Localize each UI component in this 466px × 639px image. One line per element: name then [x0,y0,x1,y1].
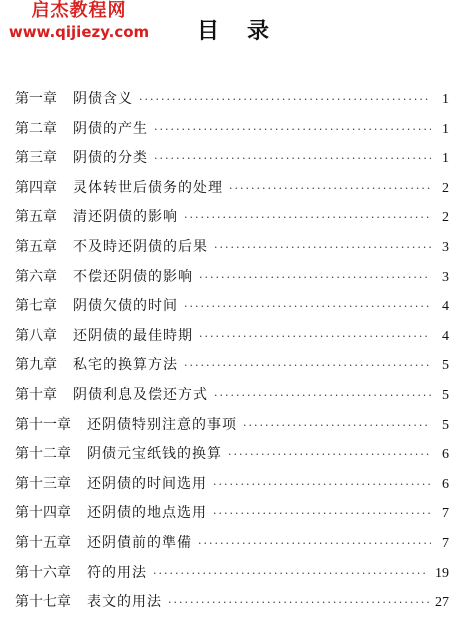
chapter-title: 还阴债的时间选用 [87,475,207,492]
chapter-number: 第十一章 [15,416,71,433]
chapter-title: 阴债元宝纸钱的换算 [87,446,222,463]
chapter-number: 第十二章 [15,446,71,463]
page-number: 19 [435,565,449,581]
dot-leader [228,448,431,461]
page-number: 3 [442,239,449,255]
chapter-number: 第一章 [15,91,57,107]
toc-entry [15,177,449,207]
chapter-title: 清还阴债的影响 [73,209,178,226]
toc-entry [15,473,449,503]
toc-entry [15,354,449,384]
chapter-number: 第二章 [15,120,57,137]
chapter-number: 第十五章 [15,534,71,551]
dot-leader [184,359,431,372]
page-number: 1 [442,121,449,137]
page-number: 7 [442,506,449,522]
dot-leader [199,330,431,343]
page-number: 4 [442,299,449,315]
chapter-title: 灵体转世后债务的处理 [73,179,223,196]
toc-entry [15,295,449,325]
toc-entry [15,591,449,621]
chapter-title: 不及時还阴债的后果 [73,238,208,255]
toc-entry [15,88,449,118]
chapter-title: 阴债欠债的时间 [73,298,178,315]
toc-entry [15,562,449,592]
chapter-title: 还阴債前的準備 [87,534,192,551]
toc-entry [15,325,449,355]
chapter-title: 阴债的产生 [73,120,148,137]
toc-entry [15,118,449,148]
page-number: 2 [442,210,449,226]
chapter-title: 阴债含义 [73,91,133,107]
toc-entry [15,266,449,296]
page-number: 27 [435,595,449,611]
page-number: 6 [442,447,449,463]
toc-entry [15,147,449,177]
page-number: 3 [442,269,449,285]
page-number: 1 [442,92,449,107]
chapter-number: 第十三章 [15,475,71,492]
chapter-title: 私宅的换算方法 [73,357,178,374]
page-number: 4 [442,328,449,344]
chapter-number: 第六章 [15,268,57,285]
chapter-number: 第十七章 [15,594,71,611]
dot-leader [154,123,431,136]
page-number: 5 [442,358,449,374]
chapter-number: 第五章 [15,238,57,255]
chapter-title: 还阴债特别注意的事项 [87,416,237,433]
chapter-number: 第七章 [15,298,57,315]
page-number: 5 [442,387,449,403]
chapter-title: 符的用法 [87,564,147,581]
chapter-title: 不偿还阴债的影响 [73,268,193,285]
toc-entry [15,443,449,473]
toc-entry [15,206,449,236]
chapter-number: 第十六章 [15,564,71,581]
dot-leader [229,182,431,195]
page-title: 目录 [196,18,297,44]
dot-leader [199,271,431,284]
page-number: 2 [442,180,449,196]
dot-leader [213,478,431,491]
chapter-number: 第十四章 [15,505,71,522]
watermark-site-name: 启杰教程网 [31,0,127,21]
toc-entry [15,532,449,562]
dot-leader [213,507,431,520]
dot-leader [184,300,431,313]
page-number: 5 [442,417,449,433]
chapter-title: 还阴债的最佳時期 [73,327,193,344]
dot-leader [214,389,431,402]
dot-leader [139,93,431,106]
chapter-title: 表文的用法 [87,594,162,611]
chapter-title: 阴债的分类 [73,150,148,167]
toc-entry [15,414,449,444]
dot-leader [153,567,429,580]
dot-leader [168,596,429,609]
chapter-number: 第九章 [15,357,57,374]
watermark-url: www.qijiezy.com [8,22,150,41]
chapter-number: 第十章 [15,386,57,403]
dot-leader [214,241,431,254]
page-number: 1 [442,151,449,167]
chapter-number: 第四章 [15,179,57,196]
dot-leader [154,152,431,165]
page-number: 7 [442,535,449,551]
chapter-title: 阴债利息及偿还方式 [73,386,208,403]
table-of-contents [15,88,449,621]
page-number: 6 [442,476,449,492]
toc-entry [15,502,449,532]
chapter-number: 第八章 [15,327,57,344]
chapter-number: 第三章 [15,150,57,167]
chapter-title: 还阴债的地点选用 [87,505,207,522]
toc-entry [15,384,449,414]
dot-leader [184,211,431,224]
dot-leader [243,419,431,432]
toc-entry [15,236,449,266]
dot-leader [198,537,431,550]
chapter-number: 第五章 [15,209,57,226]
